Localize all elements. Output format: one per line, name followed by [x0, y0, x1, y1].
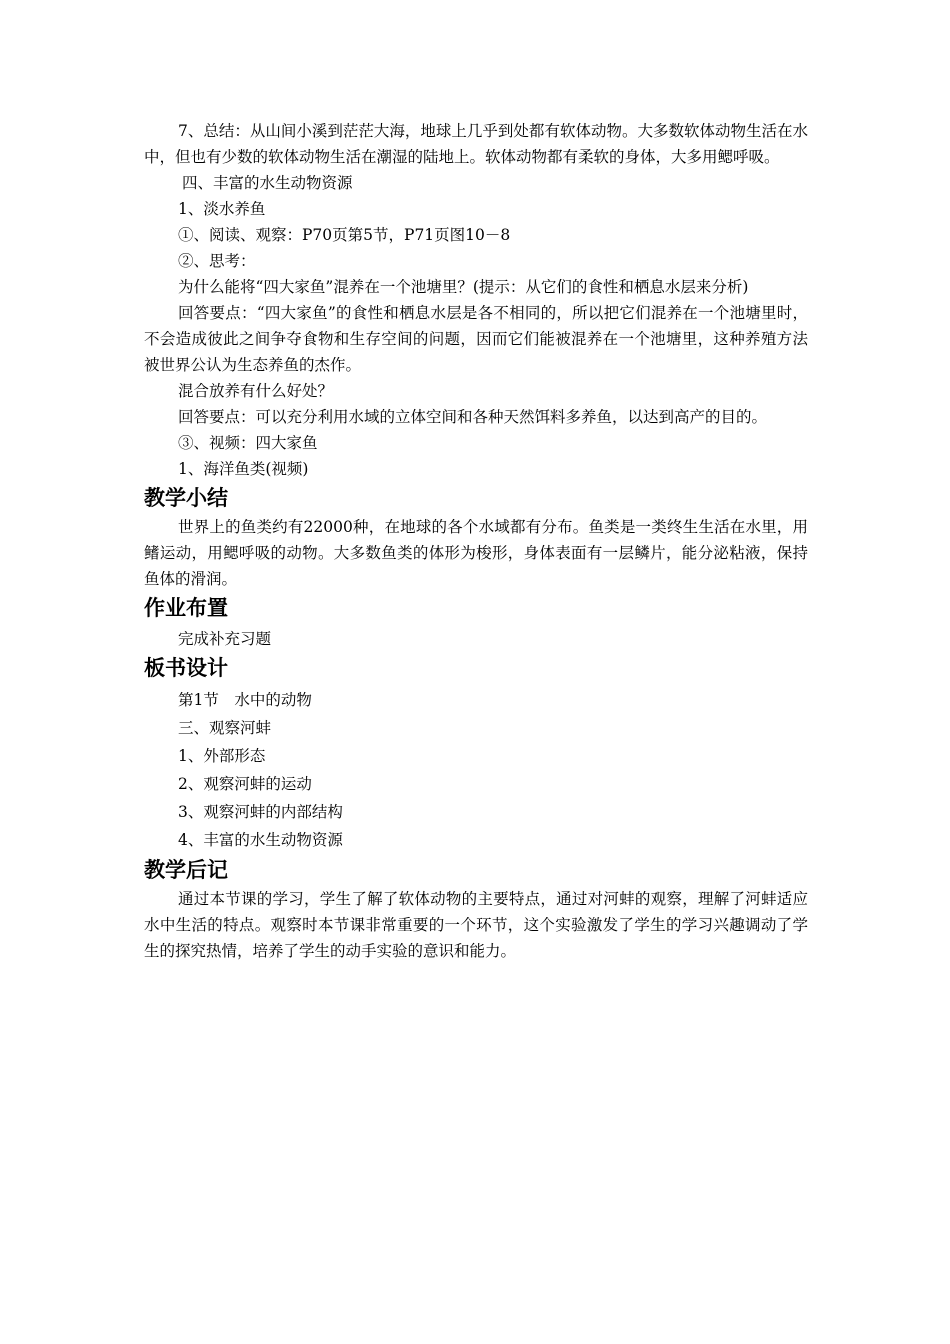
afterword-heading: 教学后记: [144, 858, 228, 882]
board-line: 2、观察河蚌的运动: [178, 775, 312, 793]
afterword-text: 通过本节课的学习，学生了解了软体动物的主要特点，通过对河蚌的观察，理解了河蚌适应水中生活的特点。观察时本节课非常重要的一个环节，这个实验激发了学生的学习兴趣调动了学生的探究热情，培养了学生的动手实验的意识和能力。: [144, 890, 808, 960]
homework-text: 完成补充习题: [178, 630, 272, 648]
document-page: [144, 118, 808, 964]
item-marine-fish: 1、海洋鱼类(视频): [178, 460, 309, 478]
board-design-heading: 板书设计: [144, 656, 228, 680]
board-line: 第1节 水中的动物: [178, 691, 312, 709]
teaching-summary-heading: 教学小结: [144, 486, 228, 510]
item-read-observe: ①、阅读、观察：P70页第5节，P71页图10－8: [178, 226, 511, 244]
answer-2: 回答要点：可以充分利用水域的立体空间和各种天然饵料多养鱼，以达到高产的目的。: [178, 408, 768, 426]
board-line: 4、丰富的水生动物资源: [178, 831, 343, 849]
item-freshwater-fish: 1、淡水养鱼: [178, 200, 266, 218]
board-line: 三、观察河蚌: [178, 719, 272, 737]
question-2: 混合放养有什么好处？: [178, 382, 334, 400]
summary-paragraph: 7、总结：从山间小溪到茫茫大海，地球上几乎到处都有软体动物。大多数软体动物生活在水中，但也有少数的软体动物生活在潮湿的陆地上。软体动物都有柔软的身体，大多用鳃呼吸。: [144, 122, 808, 166]
board-line: 1、外部形态: [178, 747, 266, 765]
board-line: 3、观察河蚌的内部结构: [178, 803, 343, 821]
answer-1: 回答要点：“四大家鱼”的食性和栖息水层是各不相同的，所以把它们混养在一个池塘里时，不会造成彼此之间争夺食物和生存空间的问题，因而它们能被混养在一个池塘里，这种养殖方法被世界公认为生态养鱼的杰作。: [144, 304, 808, 374]
section-4-title: 四、丰富的水生动物资源: [182, 174, 353, 192]
question-1: 为什么能将“四大家鱼”混养在一个池塘里？(提示：从它们的食性和栖息水层来分析): [178, 278, 749, 296]
homework-heading: 作业布置: [144, 596, 228, 620]
teaching-summary-text: 世界上的鱼类约有22000种，在地球的各个水域都有分布。鱼类是一类终生生活在水里，用鳍运动，用鳃呼吸的动物。大多数鱼类的体形为梭形，身体表面有一层鳞片，能分泌粘液，保持鱼体的滑润。: [144, 518, 808, 588]
item-video: ③、视频：四大家鱼: [178, 434, 318, 452]
item-think: ②、思考：: [178, 252, 256, 270]
